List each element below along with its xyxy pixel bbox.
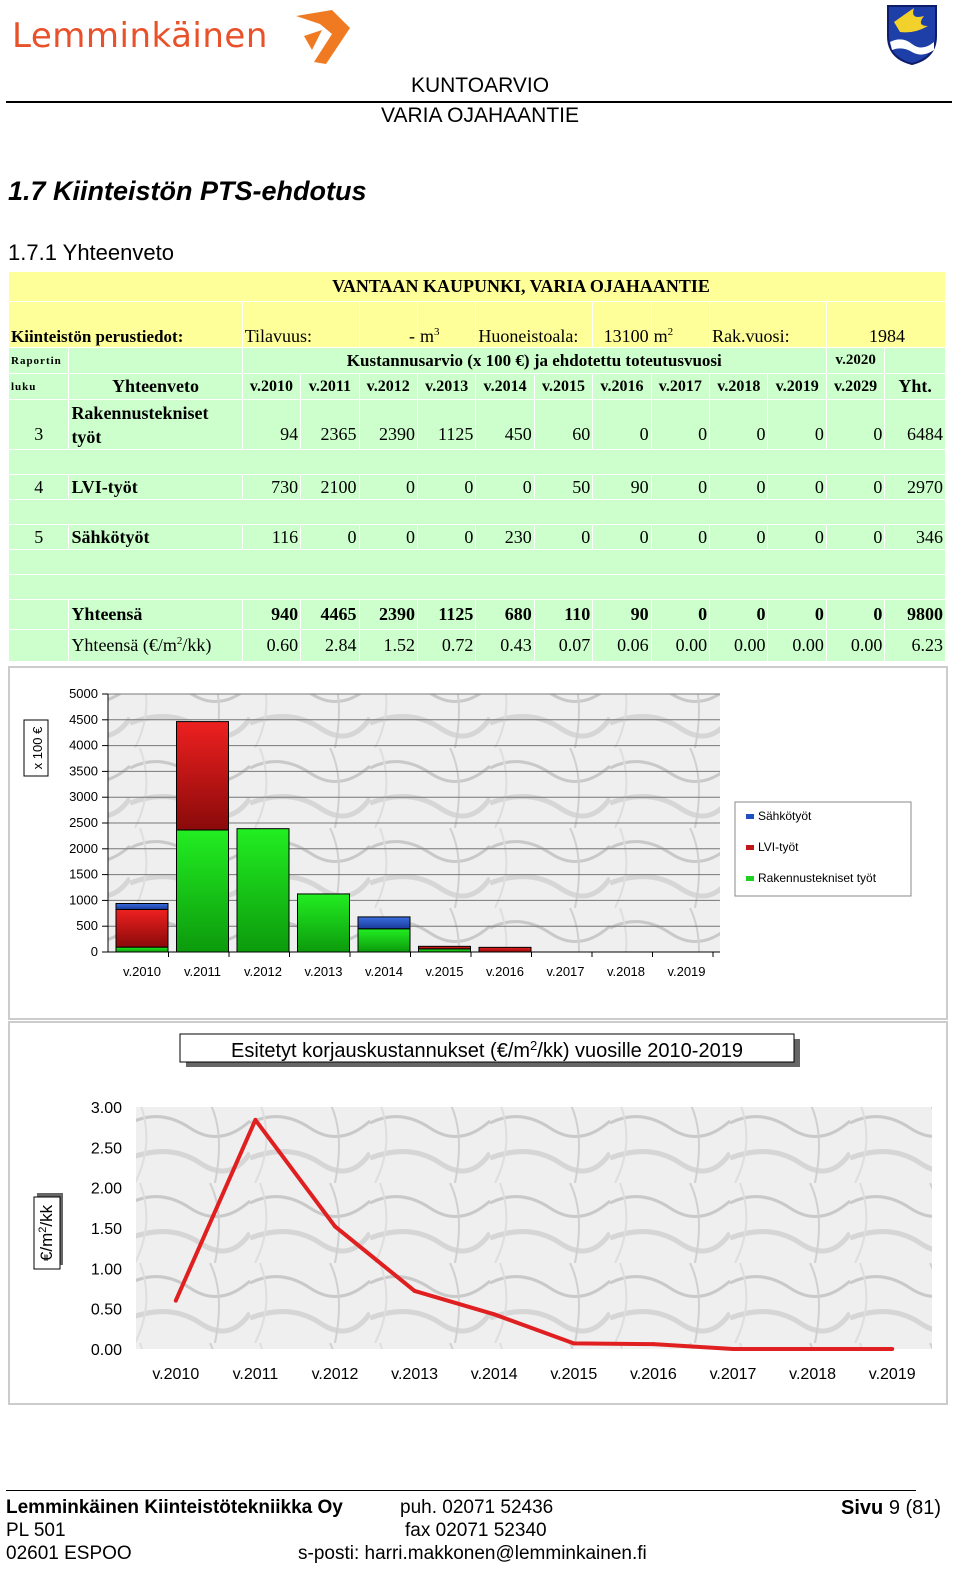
- bar-segment: [298, 894, 350, 952]
- y-tick-label: 0: [90, 944, 98, 959]
- bar-segment: [177, 722, 229, 830]
- cell: 6484: [885, 400, 946, 450]
- footer-company: Lemminkäinen Kiinteistötekniikka Oy: [6, 1497, 343, 1518]
- bar-segment: [237, 829, 289, 952]
- chart-title: Esitetyt korjauskustannukset $(€/m^2/kk)$ vuosille 2010-2019: [231, 1038, 743, 1062]
- x-tick-label: v.2012: [243, 964, 283, 979]
- y-tick-label: 2500: [69, 815, 98, 830]
- y-tick-label: 4000: [69, 737, 98, 753]
- data-point: [253, 1118, 257, 1122]
- footer-phone: puh. 02071 52436: [400, 1497, 554, 1518]
- per-m2-cell: 0.00: [651, 630, 709, 662]
- spacer-row: [9, 450, 946, 475]
- cell: 0: [768, 475, 826, 500]
- y-tick-label: 1.50: [90, 1221, 122, 1238]
- x-tick-label: v.2014: [364, 964, 404, 979]
- year-header: v.2010: [242, 374, 300, 400]
- x-tick-label: v.2018: [606, 964, 646, 979]
- data-point: [413, 1289, 417, 1293]
- year-header: v.2013: [417, 374, 475, 400]
- row-label: LVI-työt: [69, 475, 242, 500]
- total-cell: 0: [651, 600, 709, 630]
- total-cell: 9800: [885, 600, 946, 630]
- y-tick-label: 1000: [69, 892, 98, 908]
- total-row: [9, 600, 946, 630]
- footer-divider: [6, 1490, 916, 1491]
- cell: 0: [301, 525, 359, 550]
- header-row-1: [9, 348, 946, 374]
- data-point: [811, 1347, 815, 1351]
- year-header: v.2012: [359, 374, 417, 400]
- total-cell: 2390: [359, 600, 417, 630]
- total-cell: 0: [826, 600, 884, 630]
- y-tick-label: 3000: [69, 789, 98, 805]
- footer-address-1: PL 501: [6, 1520, 66, 1541]
- y-axis-label: $€/m^2/kk$: [37, 1204, 56, 1262]
- year-header: v.2017: [651, 374, 709, 400]
- company-logo: Lemminkäinen: [12, 16, 268, 56]
- per-m2-cell: 0.07: [534, 630, 592, 662]
- legend-label: LVI-työt: [758, 840, 799, 854]
- cell: 0: [826, 475, 884, 500]
- cell: 0: [417, 525, 475, 550]
- col-2020: v.2020: [826, 348, 884, 374]
- total-header: Yht.: [885, 374, 946, 400]
- data-point: [651, 1342, 655, 1346]
- footer-address-2: 02601 ESPOO: [6, 1543, 132, 1564]
- data-point: [174, 1299, 178, 1303]
- cell: 0: [359, 475, 417, 500]
- per-m2-cell: 0.72: [417, 630, 475, 662]
- cell: 2970: [885, 475, 946, 500]
- report-label-1: Raportin: [9, 348, 69, 374]
- x-tick-label: v.2010: [122, 964, 162, 979]
- table-row: [9, 475, 946, 500]
- year-header: v.2018: [710, 374, 768, 400]
- legend-swatch: [746, 814, 754, 819]
- cell: 0: [593, 400, 651, 450]
- y-tick-label: 500: [76, 918, 98, 934]
- x-tick-label: v.2016: [629, 1366, 677, 1383]
- header-divider: [6, 101, 952, 103]
- row-number: 5: [9, 525, 69, 550]
- cell: 0: [534, 525, 592, 550]
- spacer-row: [9, 550, 946, 575]
- legend-label: Rakennustekniset työt: [758, 871, 877, 885]
- bar-segment: [116, 909, 168, 947]
- logo-swoosh-icon: [292, 6, 354, 68]
- y-tick-label: 0.50: [90, 1301, 122, 1319]
- data-point: [890, 1347, 894, 1351]
- x-tick-label: v.2013: [304, 964, 343, 979]
- x-tick-label: v.2017: [546, 964, 585, 979]
- table-row: [9, 400, 946, 450]
- per-m2-cell: 1.52: [359, 630, 417, 662]
- x-tick-label: v.2017: [709, 1366, 757, 1383]
- x-tick-label: v.2013: [391, 1366, 439, 1383]
- header-row-2: [9, 374, 946, 400]
- row-number: 3: [9, 400, 69, 450]
- x-tick-label: v.2015: [425, 964, 464, 979]
- x-tick-label: v.2014: [470, 1366, 518, 1383]
- y-axis-label-group: [24, 720, 48, 776]
- cell: 230: [476, 525, 534, 550]
- x-tick-label: v.2011: [232, 1366, 279, 1383]
- data-point: [572, 1341, 576, 1345]
- cell: 0: [651, 475, 709, 500]
- y-tick-label: 0.00: [90, 1342, 122, 1359]
- x-tick-label: v.2019: [868, 1366, 916, 1383]
- y-tick-label: 2.00: [90, 1180, 122, 1198]
- y-tick-label: 4500: [69, 711, 98, 727]
- y-tick-label: 1.00: [90, 1261, 122, 1279]
- volume-unit: $m^3$: [417, 302, 475, 348]
- total-label: Yhteensä: [69, 600, 242, 630]
- cell: 94: [242, 400, 300, 450]
- cell: 0: [710, 525, 768, 550]
- y-tick-label: 3500: [69, 763, 98, 779]
- cell: 450: [476, 400, 534, 450]
- cell: 2365: [301, 400, 359, 450]
- legend-label: Sähkötyöt: [758, 809, 812, 823]
- data-point: [731, 1347, 735, 1351]
- report-label-2: luku: [9, 374, 69, 400]
- x-tick-label: v.2016: [485, 964, 525, 979]
- basics-row: [9, 302, 946, 348]
- y-tick-label: 3.00: [90, 1100, 122, 1117]
- total-cell: 940: [242, 600, 300, 630]
- cell: 0: [826, 400, 884, 450]
- per-m2-row: [9, 630, 946, 662]
- cell: 90: [593, 475, 651, 500]
- x-tick-label: v.2011: [183, 964, 222, 979]
- cell: 116: [242, 525, 300, 550]
- y-tick-label: 1500: [69, 866, 98, 882]
- bar-segment: [479, 947, 531, 952]
- cost-header: Kustannusarvio (x 100 €) ja ehdotettu toteutusvuosi: [242, 348, 826, 374]
- per-m2-label: Yhteensä $(€/m^2/kk)$: [69, 630, 242, 662]
- plot-area: [136, 1107, 932, 1349]
- x-tick-label: v.2018: [789, 1366, 837, 1383]
- subsection-title: 1.7.1 Yhteenveto: [8, 240, 174, 265]
- chart-title-box: [180, 1034, 800, 1067]
- x-tick-label: v.2010: [152, 1366, 200, 1383]
- cell: 60: [534, 400, 592, 450]
- cell: 346: [885, 525, 946, 550]
- cell: 0: [593, 525, 651, 550]
- total-cell: 680: [476, 600, 534, 630]
- caption-row: [9, 272, 946, 302]
- per-m2-cell: 0.00: [710, 630, 768, 662]
- bar-segment: [177, 830, 229, 952]
- total-cell: 90: [593, 600, 651, 630]
- cell: 0: [417, 475, 475, 500]
- built-value: 1984: [826, 302, 945, 348]
- footer-page: Sivu 9 (81): [841, 1497, 942, 1519]
- footer-fax: fax 02071 52340: [405, 1520, 547, 1541]
- y-tick-label: 2.50: [90, 1140, 122, 1158]
- area-unit: $m^2$: [651, 302, 709, 348]
- year-header: v.2014: [476, 374, 534, 400]
- total-cell: 0: [710, 600, 768, 630]
- bar-segment: [419, 946, 471, 949]
- per-m2-cell: 0.00: [826, 630, 884, 662]
- area-value: 13100: [593, 302, 651, 348]
- year-header: v.2011: [301, 374, 359, 400]
- volume-label: Tilavuus:: [242, 302, 359, 348]
- summary-label: Yhteenveto: [69, 374, 242, 400]
- row-number: 4: [9, 475, 69, 500]
- cost-bar-chart: [10, 668, 946, 1018]
- report-subtitle: VARIA OJAHAANTIE: [381, 104, 579, 127]
- cost-line-chart: [10, 1023, 946, 1403]
- spacer-row: [9, 500, 946, 525]
- bar-segment: [116, 903, 168, 909]
- y-tick-label: 2000: [69, 840, 98, 856]
- volume-value: -: [359, 302, 417, 348]
- year-header: v.2019: [768, 374, 826, 400]
- bar-segment: [358, 929, 410, 952]
- cell: 50: [534, 475, 592, 500]
- bar-legend: [735, 802, 911, 896]
- year-header: v.2015: [534, 374, 592, 400]
- area-label: Huoneistoala:: [476, 302, 593, 348]
- per-m2-cell: 0.60: [242, 630, 300, 662]
- y-tick-label: 5000: [69, 686, 98, 701]
- per-m2-cell: 2.84: [301, 630, 359, 662]
- total-cell: 0: [768, 600, 826, 630]
- cell: 0: [710, 475, 768, 500]
- report-title: KUNTOARVIO: [410, 74, 550, 97]
- per-m2-cell: 0.06: [593, 630, 651, 662]
- cell: 0: [826, 525, 884, 550]
- cell: 0: [768, 400, 826, 450]
- y-axis-label: x 100 €: [30, 726, 45, 770]
- bar-segment: [358, 917, 410, 929]
- year-header: v.2016: [593, 374, 651, 400]
- legend-swatch: [746, 876, 754, 881]
- cell: 0: [710, 400, 768, 450]
- cell: 0: [651, 400, 709, 450]
- row-label: Sähkötyöt: [69, 525, 242, 550]
- pts-summary-table: [8, 271, 946, 662]
- table-caption: VANTAAN KAUPUNKI, VARIA OJAHAANTIE: [9, 272, 946, 302]
- total-cell: 4465: [301, 600, 359, 630]
- cell: 2390: [359, 400, 417, 450]
- cost-bar-chart-frame: [8, 666, 948, 1020]
- x-tick-label: v.2015: [550, 1366, 598, 1383]
- data-point: [333, 1224, 337, 1228]
- x-tick-label: v.2019: [667, 964, 706, 979]
- cell: 0: [476, 475, 534, 500]
- total-cell: 1125: [417, 600, 475, 630]
- cost-line-chart-frame: [8, 1021, 948, 1405]
- cell: 0: [359, 525, 417, 550]
- total-cell: 110: [534, 600, 592, 630]
- built-label: Rak.vuosi:: [710, 302, 827, 348]
- footer-email: s-posti: harri.makkonen@lemminkainen.fi: [298, 1543, 647, 1564]
- per-m2-cell: 0.43: [476, 630, 534, 662]
- x-tick-label: v.2012: [311, 1366, 359, 1383]
- per-m2-cell: 6.23: [885, 630, 946, 662]
- cell: 0: [651, 525, 709, 550]
- cell: 730: [242, 475, 300, 500]
- section-title: 1.7 Kiinteistön PTS-ehdotus: [8, 176, 367, 206]
- legend-swatch: [746, 845, 754, 850]
- cell: 0: [768, 525, 826, 550]
- bar-segment: [116, 947, 168, 952]
- vantaa-crest-icon: [884, 2, 940, 66]
- y-axis-label-group: [34, 1193, 63, 1269]
- cell: 2100: [301, 475, 359, 500]
- table-row: [9, 525, 946, 550]
- data-point: [492, 1312, 496, 1316]
- cell: 1125: [417, 400, 475, 450]
- row-label: Rakennustekniset työt: [69, 400, 242, 450]
- spacer-row: [9, 575, 946, 600]
- year-header: v.2029: [826, 374, 884, 400]
- basics-label: Kiinteistön perustiedot:: [9, 302, 243, 348]
- per-m2-cell: 0.00: [768, 630, 826, 662]
